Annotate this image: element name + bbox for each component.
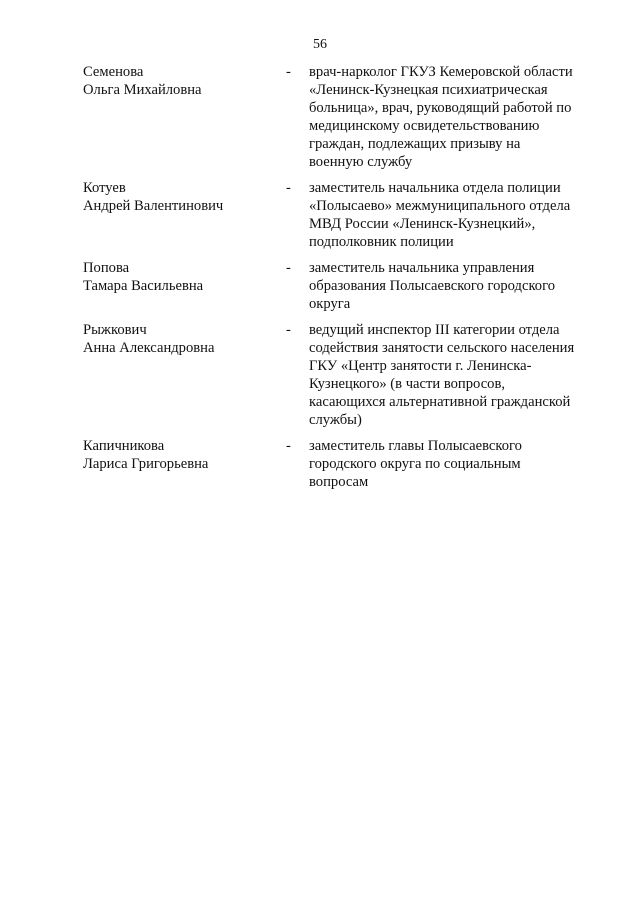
member-surname: Попова <box>83 260 130 276</box>
separator-dash: - <box>286 322 291 338</box>
member-surname: Рыжкович <box>83 322 147 338</box>
member-entry <box>83 321 603 429</box>
member-role: заместитель начальника управления образования Полысаевского городского округа <box>309 260 556 312</box>
member-list <box>83 63 603 499</box>
member-name <box>83 259 286 295</box>
member-surname: Семенова <box>83 64 144 80</box>
member-role: врач-нарколог ГКУЗ Кемеровской области «Ленинск-Кузнецкая психиатрическая больница», врач, руководящий работой по медицинскому освидетельствованию граждан, подлежащих призыву на военную службу <box>309 64 573 170</box>
member-given-names: Андрей Валентинович <box>83 198 224 214</box>
separator-dash: - <box>286 180 291 196</box>
member-entry <box>83 437 603 491</box>
member-role: заместитель начальника отдела полиции «Полысаево» межмуниципального отдела МВД России «Ленинск-Кузнецкий», подполковник полиции <box>309 180 571 250</box>
separator-dash: - <box>286 64 291 80</box>
member-name <box>83 321 286 357</box>
member-entry <box>83 63 603 171</box>
separator-dash: - <box>286 438 291 454</box>
member-role: ведущий инспектор III категории отдела содействия занятости сельского населения ГКУ «Центр занятости г. Ленинска- Кузнецкого» (в части вопросов, касающихся альтернативной гражданской службы) <box>309 322 575 428</box>
member-surname: Капичникова <box>83 438 165 454</box>
member-given-names: Тамара Васильевна <box>83 278 204 294</box>
member-entry <box>83 259 603 313</box>
member-name <box>83 437 286 473</box>
member-surname: Котуев <box>83 180 126 196</box>
member-given-names: Анна Александровна <box>83 340 215 356</box>
page-number: 56 <box>313 37 327 52</box>
separator-dash: - <box>286 260 291 276</box>
member-entry <box>83 179 603 251</box>
member-name <box>83 63 286 99</box>
member-given-names: Лариса Григорьевна <box>83 456 209 472</box>
member-given-names: Ольга Михайловна <box>83 82 202 98</box>
member-name <box>83 179 286 215</box>
member-role: заместитель главы Полысаевского городского округа по социальным вопросам <box>309 438 522 490</box>
